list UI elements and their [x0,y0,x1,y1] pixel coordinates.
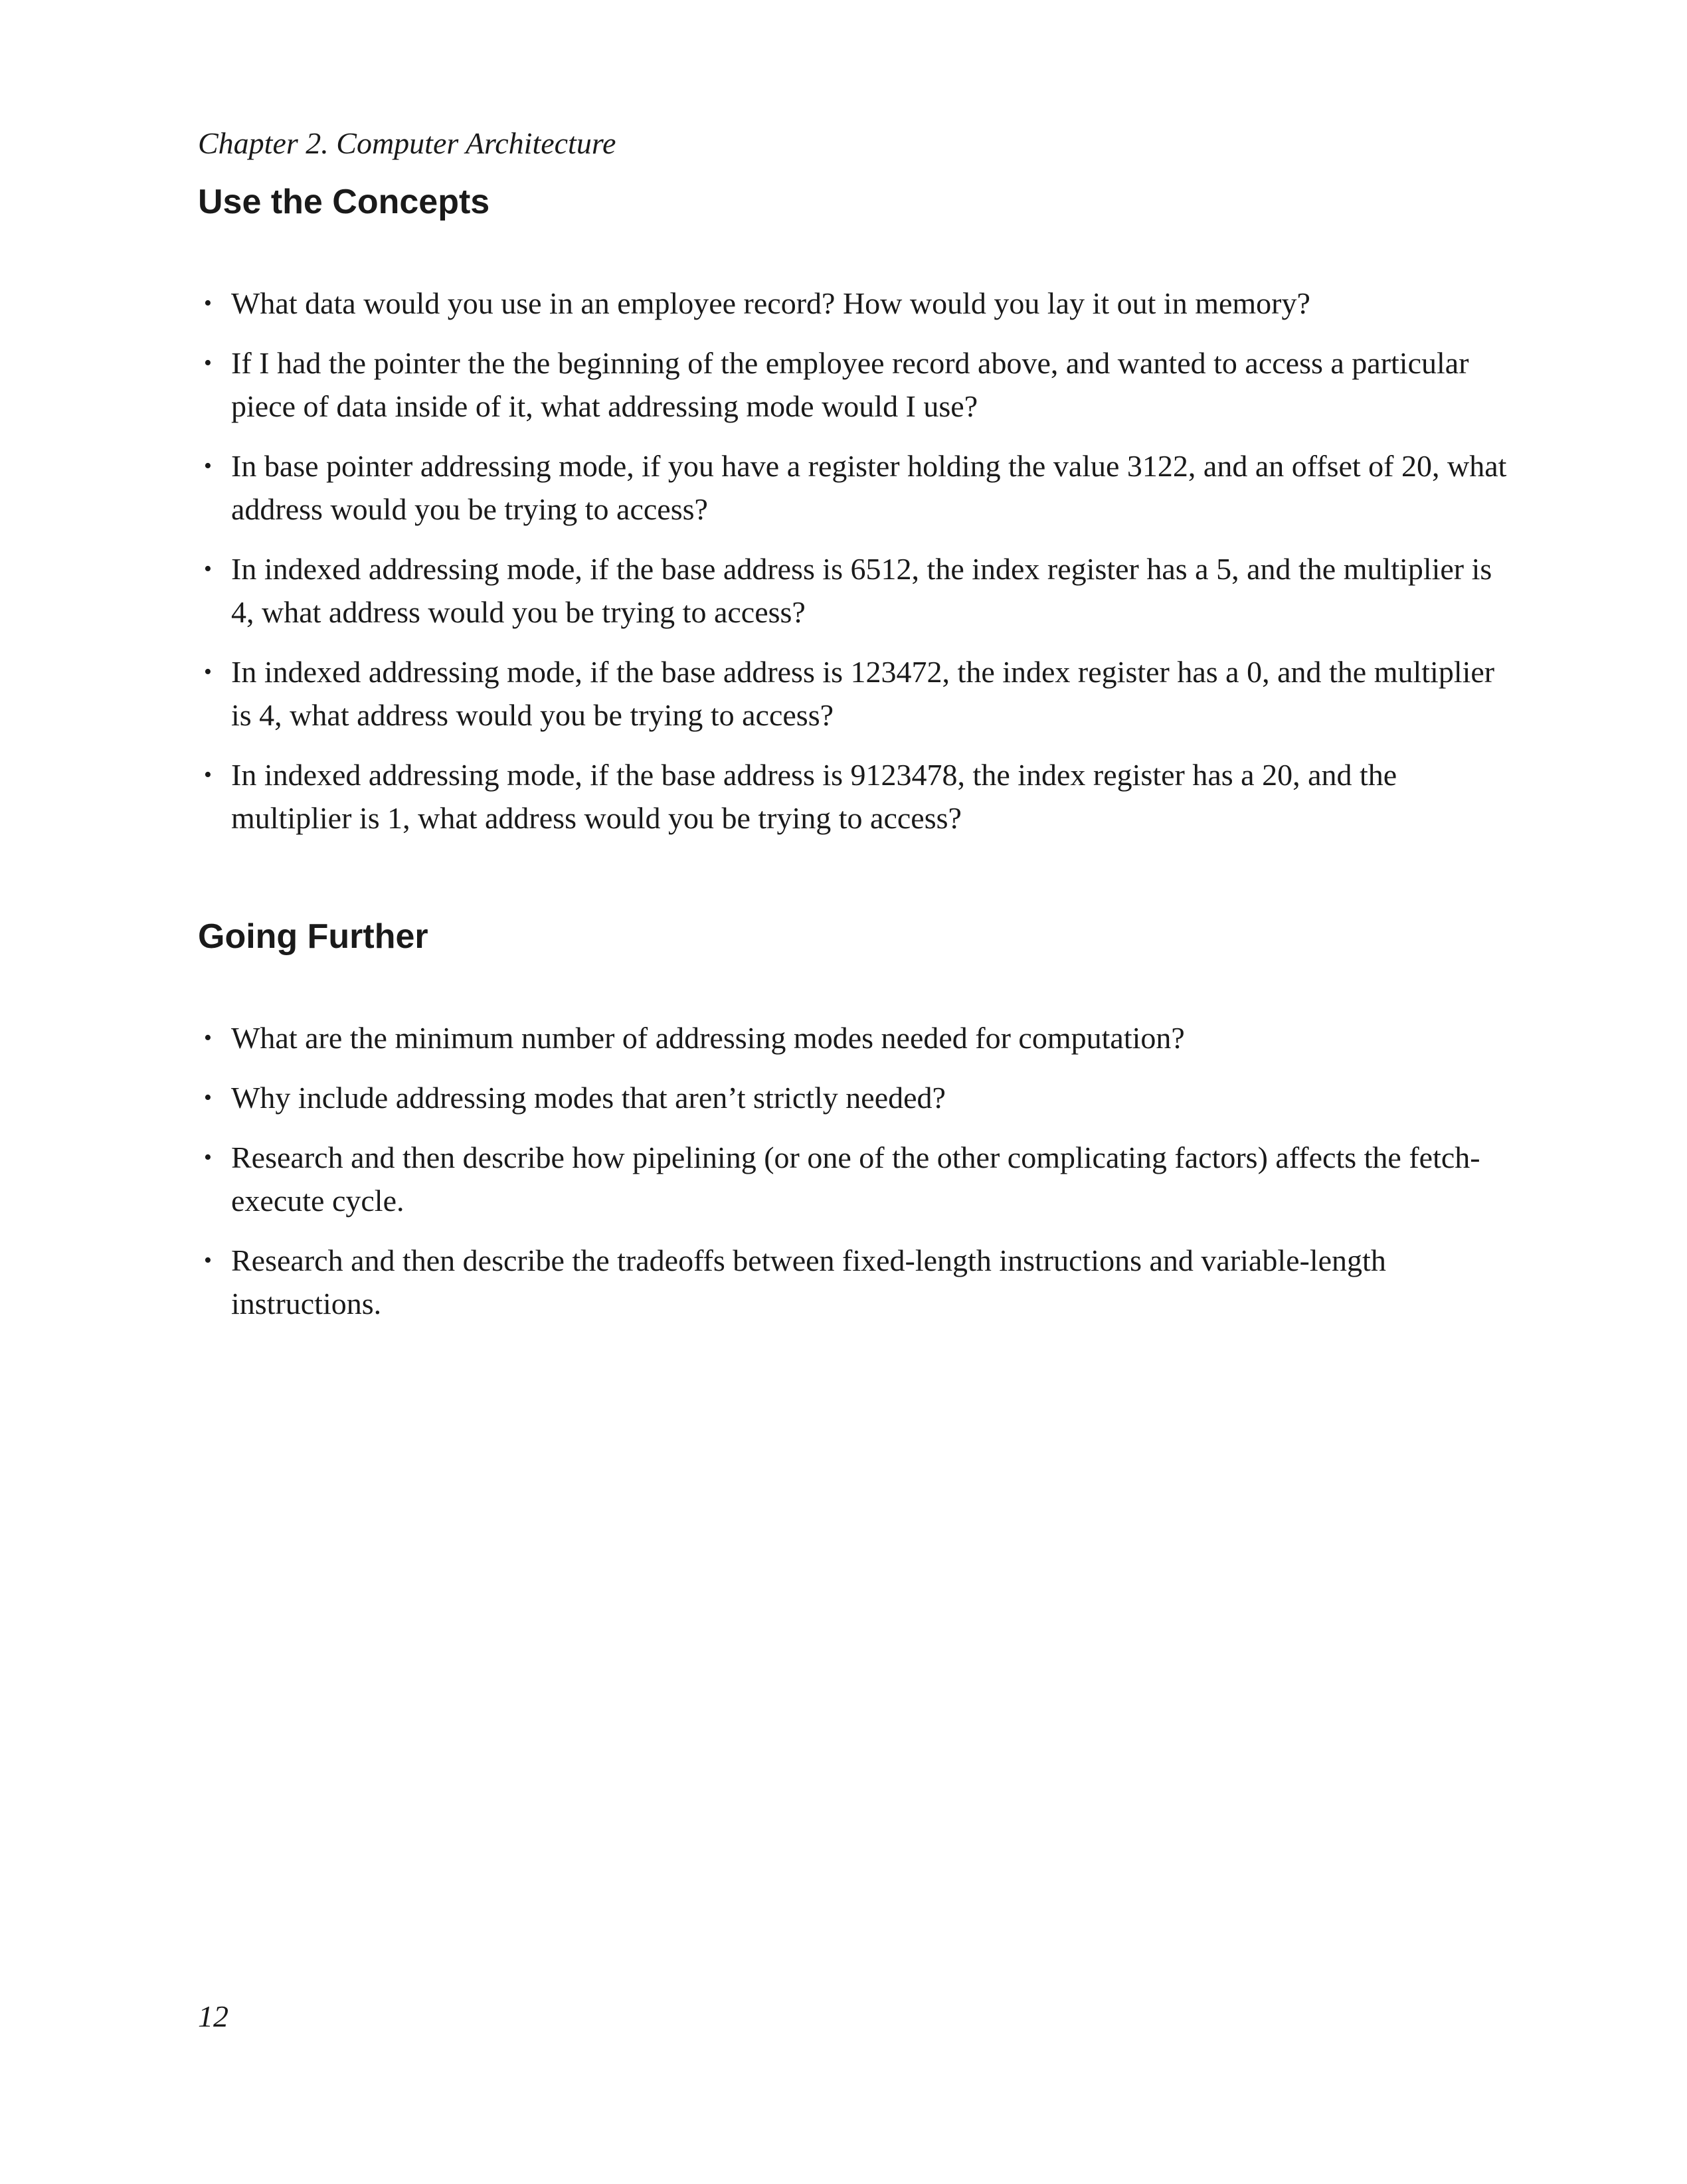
list-item-text: Why include addressing modes that aren’t strictly needed? [231,1081,946,1115]
bullet-icon: • [204,351,212,375]
list-item [198,1016,1513,1059]
bullet-icon: • [204,1248,212,1273]
bullet-icon: • [204,763,212,787]
list-item-text: In base pointer addressing mode, if you have a register holding the value 3122, and an offset of 20, what address would you be trying to access? [231,449,1507,526]
list-item [198,547,1513,634]
list-item [198,753,1513,840]
list-item [198,650,1513,737]
list-item [198,1076,1513,1119]
list-item-text: Research and then describe the tradeoffs between fixed-length instructions and variable-length instructions. [231,1243,1386,1320]
list-item [198,1239,1513,1325]
list-item [198,341,1513,428]
section-heading-use-the-concepts: Use the Concepts [198,183,490,221]
bullet-icon: • [204,1026,212,1050]
bullet-icon: • [204,557,212,581]
page-number: 12 [198,1999,228,2033]
bullet-icon: • [204,660,212,684]
list-item [198,444,1513,531]
list-item-text: In indexed addressing mode, if the base address is 9123478, the index register has a 20, and the multiplier is 1, what address would you be trying to access? [231,758,1397,835]
list-item-text: If I had the pointer the the beginning of the employee record above, and wanted to access a particular piece of data inside of it, what addressing mode would I use? [231,346,1469,423]
list-item-text: What data would you use in an employee record? How would you lay it out in memory? [231,286,1310,320]
list-item-text: Research and then describe how pipelining (or one of the other complicating factors) affects the fetch-execute cycle. [231,1140,1480,1218]
bullet-icon: • [204,1145,212,1170]
list-item-text: In indexed addressing mode, if the base address is 6512, the index register has a 5, and the multiplier is 4, what address would you be trying to access? [231,552,1492,629]
list-item-text: What are the minimum number of addressing modes needed for computation? [231,1021,1185,1055]
bullet-icon: • [204,1085,212,1110]
bullet-icon: • [204,291,212,316]
list-item [198,1136,1513,1222]
going-further-list [198,1016,1513,1342]
bullet-icon: • [204,454,212,478]
list-item [198,282,1513,325]
running-header: Chapter 2. Computer Architecture [198,126,616,160]
section-heading-going-further: Going Further [198,917,428,956]
use-the-concepts-list [198,282,1513,856]
list-item-text: In indexed addressing mode, if the base address is 123472, the index register has a 0, and the multiplier is 4, what address would you be trying to access? [231,655,1495,732]
